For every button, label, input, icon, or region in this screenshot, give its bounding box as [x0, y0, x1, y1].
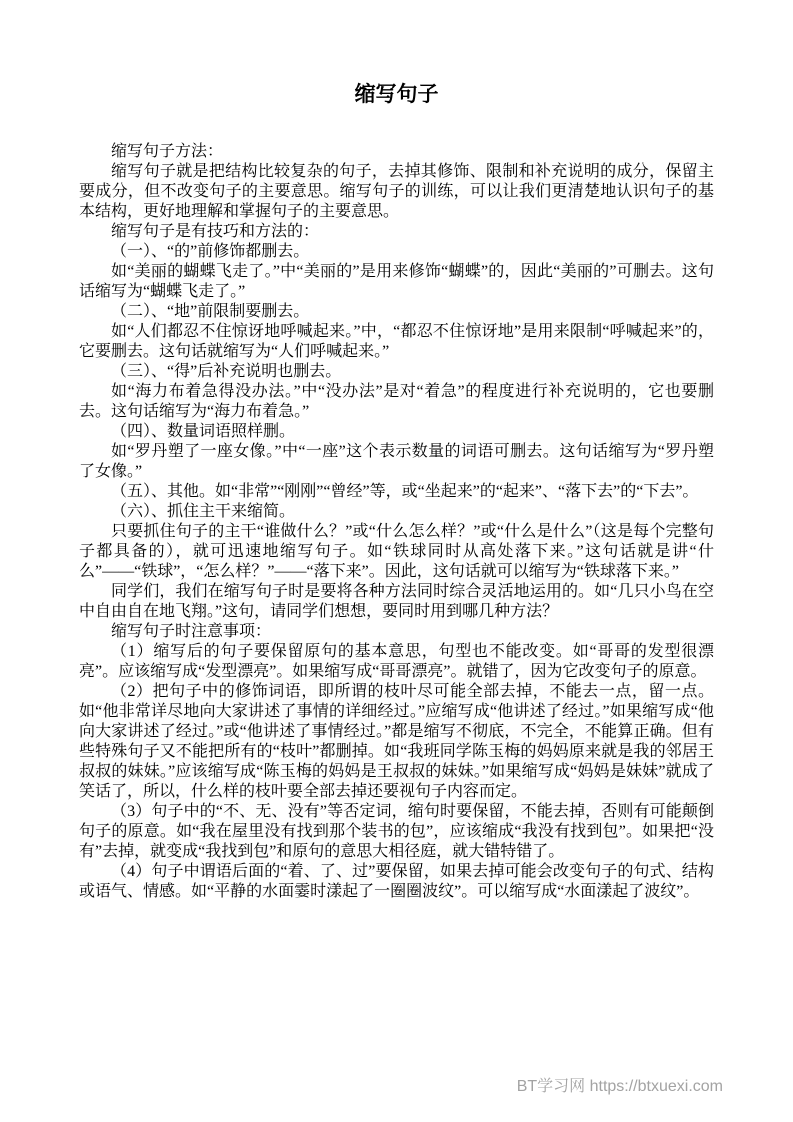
paragraph: （3）句子中的“不、无、没有”等否定词，缩句时要保留，不能去掉，否则有可能颠倒句子的原意。如“我在屋里没有找到那个装书的包”，应该缩成“我没有找到包”。如果把“没有”去掉，就变成“我找到包”和原句的意思大相径庭，就大错特错了。: [79, 803, 714, 860]
paragraph: （4）句子中谓语后面的“着、了、过”要保留，如果去掉可能会改变句子的句式、结构或语气、情感。如“平静的水面霎时漾起了一圈圈波纹”。可以缩写成“水面漾起了波纹”。: [79, 863, 714, 900]
paragraph: （一）、“的”前修饰都删去。: [111, 243, 310, 260]
paragraph: 缩写句子就是把结构比较复杂的句子，去掉其修饰、限制和补充说明的成分，保留主要成分，但不改变句子的主要意思。缩写句子的训练，可以让我们更清楚地认识句子的基本结构，更好地理解和掌握句子的主要意思。: [79, 163, 714, 220]
footer-watermark-link[interactable]: BT学习网 https://btxuexi.com: [516, 1078, 723, 1095]
paragraph: （四）、数量词语照样删。: [111, 423, 296, 440]
paragraph: 如“美丽的蝴蝶飞走了。”中“美丽的”是用来修饰“蝴蝶”的，因此“美丽的”可删去。这句话缩写为“蝴蝶飞走了。”: [79, 263, 714, 300]
document-title: 缩写句子: [354, 82, 439, 106]
paragraph: 缩写句子方法：: [111, 143, 224, 160]
paragraph: 缩写句子是有技巧和方法的：: [111, 223, 320, 240]
paragraph: 只要抓住句子的主干“谁做什么？”或“什么怎么样？”或“什么是什么”（这是每个完整句子都具备的），就可迅速地缩写句子。如“铁球同时从高处落下来。”这句话就是讲“什么”——“铁球”，“怎么样？”——“落下来”。因此，这句话就可以缩写为“铁球落下来。”: [79, 523, 714, 580]
paragraph: 如“海力布着急得没办法。”中“没办法”是对“着急”的程度进行补充说明的，它也要删去。这句话缩写为“海力布着急。”: [79, 383, 714, 420]
paragraph: 如“罗丹塑了一座女像。”中“一座”这个表示数量的词语可删去。这句话缩写为“罗丹塑了女像。”: [79, 443, 714, 480]
paragraph: 同学们，我们在缩写句子时是要将各种方法同时综合灵活地运用的。如“几只小鸟在空中自由自在地飞翔。”这句，请同学们想想，要同时用到哪几种方法？: [79, 583, 714, 620]
document-content: [79, 80, 714, 902]
paragraph: （2）把句子中的修饰词语，即所谓的枝叶尽可能全部去掉，不能去一点，留一点。如“他非常详尽地向大家讲述了事情的详细经过。”应缩写成“他讲述了经过。”如果缩写成“他向大家讲述了经过。”或“他讲述了事情经过。”都是缩写不彻底，不完全，不能算正确。但有些特殊句子又不能把所有的“枝叶”都删掉。如“我班同学陈玉梅的妈妈原来就是我的邻居王叔叔的妹妹。”应该缩写成“陈玉梅的妈妈是王叔叔的妹妹。”如果缩写成“妈妈是妹妹”就成了笑话了，所以，什么样的枝叶要全部去掉还要视句子内容而定。: [79, 683, 714, 800]
paragraph: （1）缩写后的句子要保留原句的基本意思，句型也不能改变。如“哥哥的发型很漂亮”。应该缩写成“发型漂亮”。如果缩写成“哥哥漂亮”。就错了，因为它改变句子的原意。: [79, 643, 714, 680]
paragraph: （三）、“得”后补充说明也删去。: [111, 363, 342, 380]
paragraph: 如“人们都忍不住惊讶地呼喊起来。”中，“都忍不住惊讶地”是用来限制“呼喊起来”的，它要删去。这句话就缩写为“人们呼喊起来。”: [79, 323, 714, 360]
paragraph: （六）、抓住主干来缩简。: [111, 503, 296, 520]
paragraph: （二）、“地”前限制要删去。: [111, 303, 310, 320]
paragraph: （五）、其他。如“非常”“刚刚”“曾经”等，或“坐起来”的“起来”、“落下去”的“下去”。: [111, 483, 699, 500]
paragraph: 缩写句子时注意事项：: [111, 623, 272, 640]
